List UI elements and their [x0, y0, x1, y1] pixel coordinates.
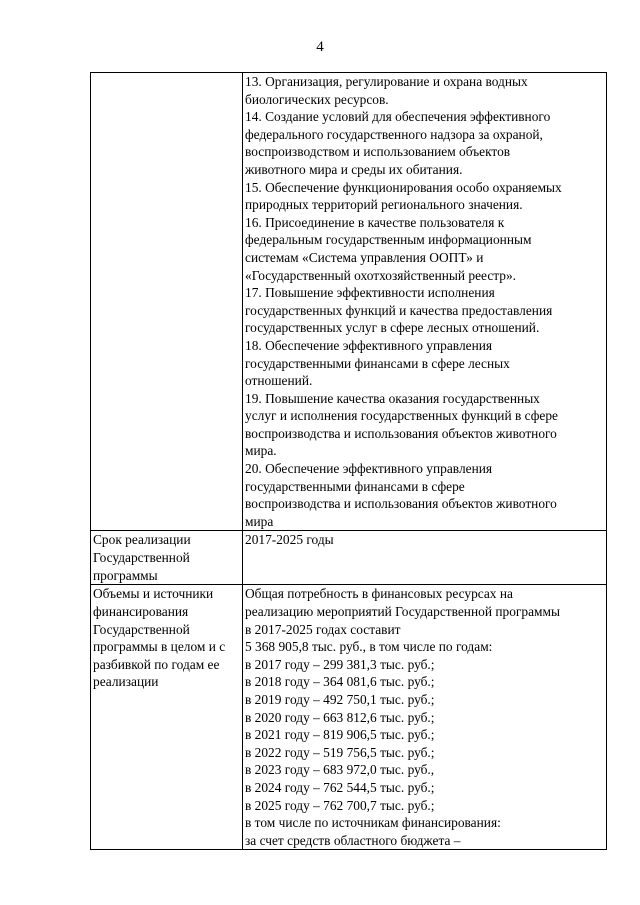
table-row: [91, 585, 607, 850]
label-line: программы в целом и с: [93, 639, 226, 655]
content-line: 15. Обеспечение функционирования особо охраняемых: [245, 179, 562, 195]
content-line: в 2020 году – 663 812,6 тыс. руб.;: [245, 709, 435, 725]
content-line: федерального государственного надзора за охраной,: [245, 126, 543, 142]
content-line: государственными финансами в сфере: [245, 478, 465, 494]
content-line: в том числе по источникам финансирования:: [245, 815, 501, 831]
content-line: 19. Повышение качества оказания государственных: [245, 390, 540, 406]
label-line: реализации: [93, 674, 159, 690]
content-line: в 2019 году – 492 750,1 тыс. руб.;: [245, 692, 435, 707]
row-content-cell: [243, 73, 607, 531]
content-line: воспроизводства и использования объектов животного: [245, 496, 557, 512]
content-line: природных территорий регионального значения.: [245, 197, 523, 213]
label-line: финансирования: [93, 604, 189, 620]
content-line: федеральным государственным информационным: [245, 232, 532, 248]
label-line: Срок реализации: [93, 532, 191, 548]
content-line: 14. Создание условий для обеспечения эффективного: [245, 109, 551, 125]
content-line: 20. Обеспечение эффективного управления: [245, 461, 493, 477]
content-line: мира: [245, 513, 274, 529]
content-line: услуг и исполнения государственных функций в сфере: [245, 408, 558, 424]
content-line: отношений.: [245, 373, 313, 389]
content-line: в 2024 году – 762 544,5 тыс. руб.;: [245, 779, 435, 795]
content-line: мира.: [245, 443, 277, 459]
content-line: системам «Система управления ООПТ» и: [245, 249, 484, 265]
content-line: в 2018 году – 364 081,6 тыс. руб.;: [245, 674, 435, 690]
content-line: в 2025 году – 762 700,7 тыс. руб.;: [245, 797, 435, 813]
content-line: в 2021 году – 819 906,5 тыс. руб.;: [245, 727, 435, 743]
content-line: воспроизводством и использованием объектов: [245, 144, 511, 160]
content-line: за счет средств областного бюджета –: [245, 832, 461, 848]
content-line: в 2023 году – 683 972,0 тыс. руб.,: [245, 762, 435, 778]
content-line: в 2017-2025 годах составит: [245, 621, 401, 637]
content-line: 16. Присоединение в качестве пользователя к: [245, 214, 505, 230]
content-line: реализацию мероприятий Государственной программы: [245, 604, 560, 620]
content-line: государственных функций и качества предоставления: [245, 302, 553, 318]
content-line: 13. Организация, регулирование и охрана водных: [245, 74, 528, 89]
label-line: Государственной: [93, 550, 190, 566]
program-passport-table: [90, 72, 607, 850]
table-row: [91, 73, 607, 531]
content-line: государственных услуг в сфере лесных отношений.: [245, 320, 540, 336]
content-line: воспроизводства и использования объектов животного: [245, 425, 557, 441]
content-line: 17. Повышение эффективности исполнения: [245, 285, 495, 301]
row-label-cell: [91, 585, 243, 850]
label-line: разбивкой по годам ее: [93, 656, 220, 672]
row-label-cell: [91, 531, 243, 585]
row-label-cell: [91, 73, 243, 531]
label-line: Объемы и источники: [93, 586, 214, 602]
content-line: в 2017 году – 299 381,3 тыс. руб.;: [245, 656, 435, 672]
content-line: 2017-2025 годы: [245, 532, 334, 548]
content-line: 18. Обеспечение эффективного управления: [245, 337, 493, 353]
content-line: биологических ресурсов.: [245, 91, 389, 107]
content-line: в 2022 году – 519 756,5 тыс. руб.;: [245, 744, 435, 760]
page-number: 4: [316, 39, 324, 55]
content-line: «Государственный охотхозяйственный реестр».: [245, 267, 517, 283]
content-line: государственными финансами в сфере лесных: [245, 355, 510, 371]
content-line: животного мира и среды их обитания.: [245, 161, 463, 177]
row-content-cell: [243, 585, 607, 850]
label-line: Государственной: [93, 621, 190, 637]
row-content-cell: [243, 531, 607, 585]
content-line: 5 368 905,8 тыс. руб., в том числе по годам:: [245, 639, 493, 655]
content-line: Общая потребность в финансовых ресурсах на: [245, 586, 513, 602]
label-line: программы: [93, 567, 158, 583]
table-row: [91, 531, 607, 585]
